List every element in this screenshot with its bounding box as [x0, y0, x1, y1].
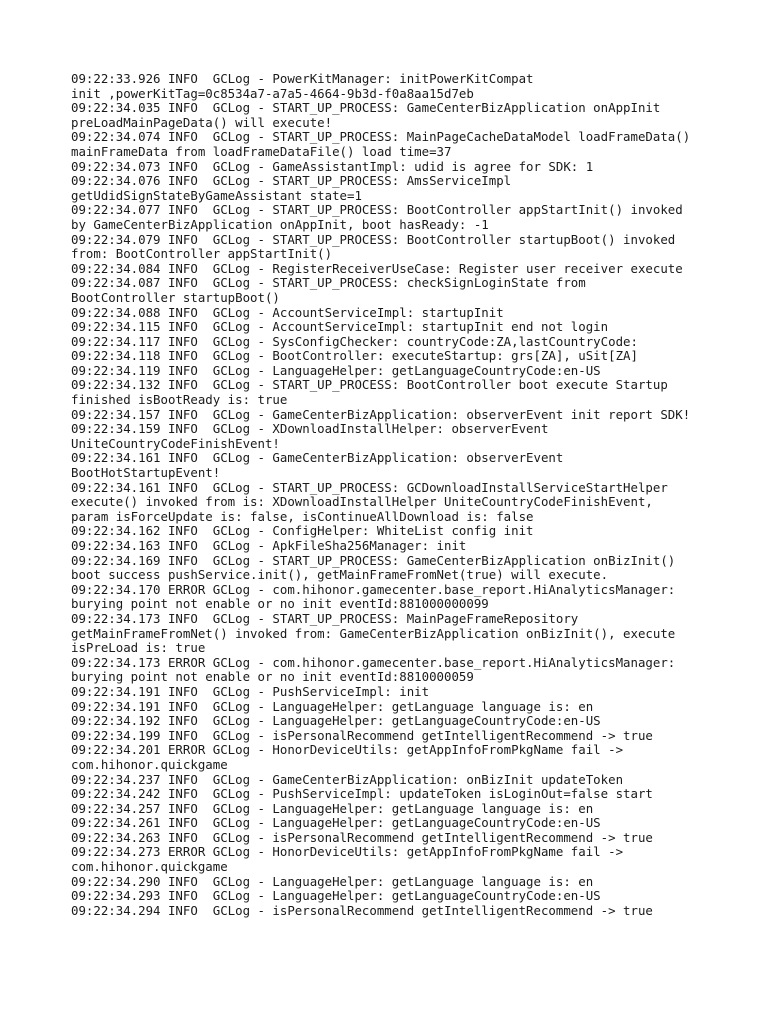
log-line: init ,powerKitTag=0c8534a7-a7a5-4664-9b3d-f0a8aa15d7eb [71, 85, 474, 101]
log-line: 09:22:34.201 ERROR GCLog - HonorDeviceUtils: getAppInfoFromPkgName fail -> [71, 742, 624, 758]
log-line: isPreLoad is: true [71, 640, 206, 656]
log-line: 09:22:34.242 INFO GCLog - PushServiceImpl: updateToken isLoginOut=false start [71, 786, 653, 802]
log-text-block [71, 72, 711, 918]
log-line: burying point not enable or no init eventId:8810000059 [71, 669, 474, 685]
log-line: 09:22:34.115 INFO GCLog - AccountServiceImpl: startupInit end not login [71, 319, 609, 335]
log-line: 09:22:34.088 INFO GCLog - AccountServiceImpl: startupInit [71, 304, 504, 320]
log-line: finished isBootReady is: true [71, 392, 288, 408]
log-line: BootController startupBoot() [71, 289, 280, 305]
log-line: by GameCenterBizApplication onAppInit, boot hasReady: -1 [71, 216, 489, 232]
log-line: 09:22:34.074 INFO GCLog - START_UP_PROCESS: MainPageCacheDataModel loadFrameData() [71, 129, 691, 145]
log-line: 09:22:34.079 INFO GCLog - START_UP_PROCESS: BootController startupBoot() invoked [71, 231, 676, 247]
log-line: 09:22:34.273 ERROR GCLog - HonorDeviceUtils: getAppInfoFromPkgName fail -> [71, 844, 624, 860]
log-line: 09:22:34.191 INFO GCLog - LanguageHelper: getLanguage language is: en [71, 698, 594, 714]
log-line: 09:22:34.173 INFO GCLog - START_UP_PROCESS: MainPageFrameRepository [71, 610, 579, 626]
log-line: 09:22:34.237 INFO GCLog - GameCenterBizApplication: onBizInit updateToken [71, 771, 624, 787]
log-line: 09:22:34.257 INFO GCLog - LanguageHelper: getLanguage language is: en [71, 800, 594, 816]
log-line: 09:22:34.192 INFO GCLog - LanguageHelper: getLanguageCountryCode:en-US [71, 713, 601, 729]
log-line: 09:22:34.173 ERROR GCLog - com.hihonor.gamecenter.base_report.HiAnalyticsManager: [71, 654, 676, 670]
log-line: com.hihonor.quickgame [71, 859, 228, 875]
log-line: 09:22:34.199 INFO GCLog - isPersonalRecommend getIntelligentRecommend -> true [71, 727, 653, 743]
log-line: 09:22:34.076 INFO GCLog - START_UP_PROCESS: AmsServiceImpl [71, 173, 512, 189]
log-line: 09:22:34.073 INFO GCLog - GameAssistantImpl: udid is agree for SDK: 1 [71, 158, 594, 174]
log-line: preLoadMainPageData() will execute! [71, 114, 333, 130]
log-line: 09:22:34.162 INFO GCLog - ConfigHelper: WhiteList config init [71, 523, 534, 539]
log-line: 09:22:34.294 INFO GCLog - isPersonalRecommend getIntelligentRecommend -> true [71, 902, 653, 918]
log-line: getMainFrameFromNet() invoked from: GameCenterBizApplication onBizInit(), execute [71, 625, 676, 641]
log-line: 09:22:34.119 INFO GCLog - LanguageHelper: getLanguageCountryCode:en-US [71, 362, 601, 378]
log-line: burying point not enable or no init eventId:881000000099 [71, 596, 489, 612]
log-line: 09:22:34.118 INFO GCLog - BootController: executeStartup: grs[ZA], uSit[ZA] [71, 348, 638, 364]
log-line: 09:22:34.290 INFO GCLog - LanguageHelper: getLanguage language is: en [71, 873, 594, 889]
log-line: UniteCountryCodeFinishEvent! [71, 435, 280, 451]
log-line: from: BootController appStartInit() [71, 246, 333, 262]
log-line: param isForceUpdate is: false, isContinueAllDownload is: false [71, 508, 534, 524]
log-line: 09:22:34.159 INFO GCLog - XDownloadInstallHelper: observerEvent [71, 421, 549, 437]
log-line: 09:22:34.035 INFO GCLog - START_UP_PROCESS: GameCenterBizApplication onAppInit [71, 100, 661, 116]
log-line: 09:22:34.263 INFO GCLog - isPersonalRecommend getIntelligentRecommend -> true [71, 829, 653, 845]
log-line: 09:22:34.157 INFO GCLog - GameCenterBizApplication: observerEvent init report SDK! [71, 406, 691, 422]
log-line: 09:22:34.161 INFO GCLog - GameCenterBizApplication: observerEvent [71, 450, 564, 466]
log-line: 09:22:34.087 INFO GCLog - START_UP_PROCESS: checkSignLoginState from [71, 275, 586, 291]
log-line: boot success pushService.init(), getMainFrameFromNet(true) will execute. [71, 567, 609, 583]
log-line: 09:22:34.293 INFO GCLog - LanguageHelper: getLanguageCountryCode:en-US [71, 888, 601, 904]
log-line: 09:22:34.077 INFO GCLog - START_UP_PROCESS: BootController appStartInit() invoked [71, 202, 683, 218]
log-line: 09:22:34.170 ERROR GCLog - com.hihonor.gamecenter.base_report.HiAnalyticsManager: [71, 581, 676, 597]
log-line: 09:22:34.163 INFO GCLog - ApkFileSha256Manager: init [71, 538, 467, 553]
log-line: BootHotStartupEvent! [71, 465, 221, 481]
log-line: 09:22:34.169 INFO GCLog - START_UP_PROCESS: GameCenterBizApplication onBizInit() [71, 552, 676, 568]
log-line: 09:22:34.261 INFO GCLog - LanguageHelper: getLanguageCountryCode:en-US [71, 815, 601, 831]
log-line: 09:22:34.132 INFO GCLog - START_UP_PROCESS: BootController boot execute Startup [71, 377, 668, 393]
log-line: 09:22:34.161 INFO GCLog - START_UP_PROCESS: GCDownloadInstallServiceStartHelper [71, 479, 668, 495]
log-line: 09:22:34.117 INFO GCLog - SysConfigChecker: countryCode:ZA,lastCountryCode: [71, 333, 638, 349]
log-line: mainFrameData from loadFrameDataFile() load time=37 [71, 143, 452, 159]
log-line: 09:22:34.191 INFO GCLog - PushServiceImpl: init [71, 683, 430, 699]
log-line: 09:22:34.084 INFO GCLog - RegisterReceiverUseCase: Register user receiver execute [71, 260, 683, 276]
log-line: com.hihonor.quickgame [71, 756, 228, 772]
log-line: 09:22:33.926 INFO GCLog - PowerKitManager: initPowerKitCompat [71, 71, 534, 86]
log-line: execute() invoked from is: XDownloadInstallHelper UniteCountryCodeFinishEvent, [71, 494, 653, 510]
log-line: getUdidSignStateByGameAssistant state=1 [71, 187, 362, 203]
